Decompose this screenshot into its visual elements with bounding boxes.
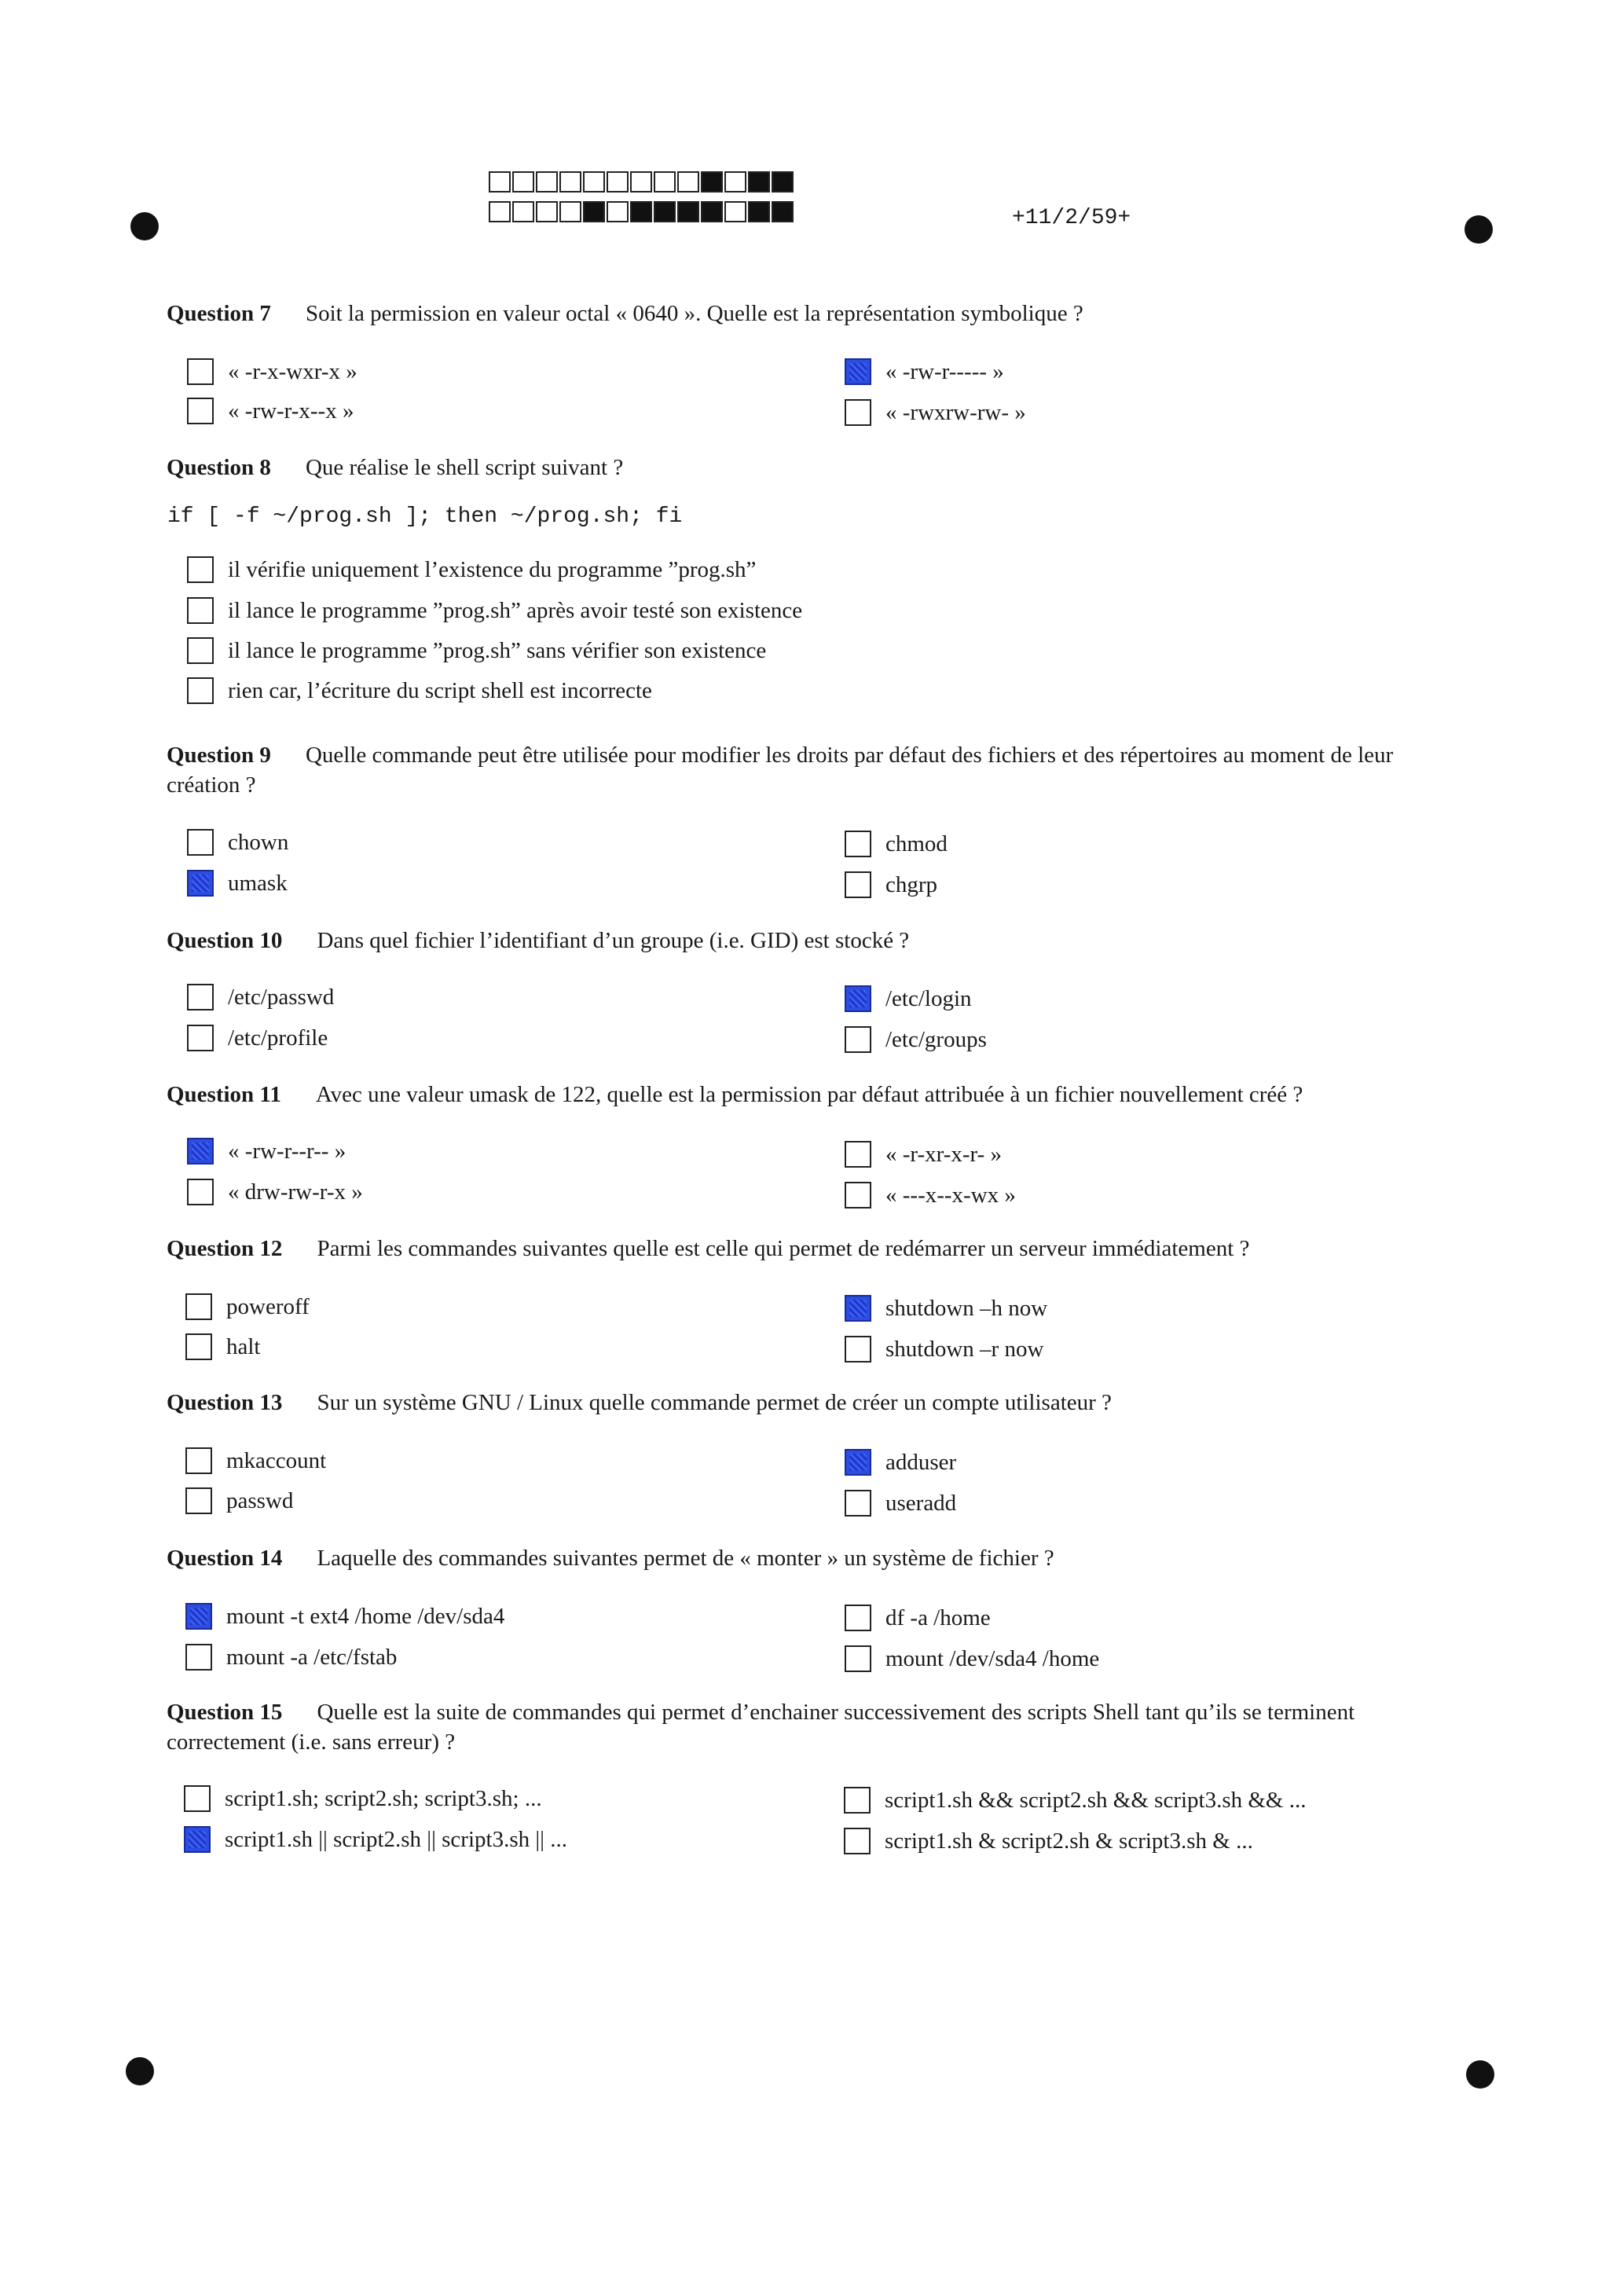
option-label: /etc/login <box>885 985 972 1011</box>
q7-option-a[interactable] <box>187 358 357 385</box>
checkbox[interactable] <box>845 1026 871 1053</box>
q14-option-c[interactable] <box>185 1644 397 1671</box>
option-label: mkaccount <box>226 1447 327 1473</box>
option-label: df -a /home <box>885 1605 991 1630</box>
q13-option-b[interactable] <box>845 1449 956 1476</box>
option-label: « -r-xr-x-r- » <box>885 1141 1003 1167</box>
option-label: script1.sh; script2.sh; script3.sh; ... <box>225 1785 542 1811</box>
question-number: Question 14 <box>167 1546 283 1571</box>
checkbox[interactable] <box>845 1605 871 1631</box>
option-label: chmod <box>885 831 948 856</box>
q10-option-b[interactable] <box>845 985 972 1012</box>
checkbox[interactable] <box>187 984 214 1010</box>
checkbox[interactable] <box>187 556 214 583</box>
question-text: Laquelle des commandes suivantes permet de « monter » un système de fichier ? <box>317 1546 1054 1571</box>
checkbox[interactable] <box>185 1644 212 1671</box>
option-label: passwd <box>226 1487 294 1513</box>
question-number: Question 10 <box>167 928 283 953</box>
question-number: Question 9 <box>167 743 271 768</box>
checkbox[interactable] <box>184 1785 211 1812</box>
q14-option-a[interactable] <box>185 1603 504 1630</box>
question-7 <box>167 299 1463 328</box>
checkbox[interactable] <box>187 1025 214 1051</box>
q9-option-c[interactable] <box>187 870 288 897</box>
checkbox-checked[interactable] <box>845 1449 871 1476</box>
page-identifier: +11/2/59+ <box>1012 206 1131 230</box>
q12-option-a[interactable] <box>185 1293 310 1320</box>
option-label: « -rwxrw-rw- » <box>885 399 1026 425</box>
barcode-top-row <box>489 171 795 193</box>
question-text: Soit la permission en valeur octal « 0640 ». Quelle est la représentation symbolique ? <box>305 301 1083 326</box>
checkbox[interactable] <box>187 597 214 624</box>
question-text: Avec une valeur umask de 122, quelle est la permission par défaut attribuée à un fichier nouvellement créé ? <box>315 1082 1303 1107</box>
option-label: /etc/passwd <box>228 984 335 1010</box>
q11-option-c[interactable] <box>187 1179 363 1205</box>
option-label: il lance le programme ”prog.sh” sans vérifier son existence <box>228 637 767 663</box>
checkbox-checked[interactable] <box>184 1826 211 1853</box>
q8-option-b[interactable] <box>187 597 802 624</box>
option-label: poweroff <box>226 1293 310 1319</box>
question-15 <box>167 1697 1463 1757</box>
option-label: « drw-rw-r-x » <box>228 1179 363 1205</box>
option-label: shutdown –r now <box>885 1336 1044 1362</box>
q10-option-a[interactable] <box>187 984 334 1010</box>
q13-option-a[interactable] <box>185 1447 326 1474</box>
question-12 <box>167 1234 1463 1264</box>
q14-option-d[interactable] <box>845 1645 1099 1672</box>
option-label: « -rw-r----- » <box>885 358 1004 384</box>
q10-option-c[interactable] <box>187 1025 328 1051</box>
q8-option-d[interactable] <box>187 677 652 704</box>
q10-option-d[interactable] <box>845 1026 987 1053</box>
q12-option-b[interactable] <box>845 1295 1047 1322</box>
registration-mark-top-right <box>1465 215 1493 244</box>
q15-option-b[interactable] <box>844 1787 1307 1814</box>
q15-option-a[interactable] <box>184 1785 542 1812</box>
option-label: « -rw-r-x--x » <box>228 398 354 424</box>
question-text: Sur un système GNU / Linux quelle commande permet de créer un compte utilisateur ? <box>317 1390 1112 1415</box>
option-label: script1.sh && script2.sh && script3.sh && ... <box>885 1787 1307 1813</box>
question-text: Quelle est la suite de commandes qui permet d’enchainer successivement des scripts Shell tant qu’ils se terminent correctement (i.e. sans erreur) ? <box>167 1700 1355 1755</box>
checkbox[interactable] <box>844 1787 871 1814</box>
option-label: mount /dev/sda4 /home <box>885 1645 1100 1671</box>
question-text: Parmi les commandes suivantes quelle est celle qui permet de redémarrer un serveur immédiatement ? <box>317 1236 1250 1261</box>
q13-option-d[interactable] <box>845 1490 956 1517</box>
checkbox[interactable] <box>187 398 214 424</box>
question-number: Question 13 <box>167 1390 283 1415</box>
option-label: « -r-x-wxr-x » <box>228 358 357 384</box>
q8-option-c[interactable] <box>187 637 766 664</box>
option-label: umask <box>228 870 288 896</box>
q7-option-d[interactable] <box>845 399 1026 426</box>
option-label: /etc/groups <box>885 1026 987 1052</box>
checkbox-checked[interactable] <box>845 985 871 1012</box>
q9-option-b[interactable] <box>845 831 948 857</box>
checkbox[interactable] <box>187 677 214 704</box>
checkbox[interactable] <box>845 1182 871 1209</box>
q8-option-a[interactable] <box>187 556 756 583</box>
option-label: /etc/profile <box>228 1025 328 1051</box>
checkbox[interactable] <box>185 1447 212 1474</box>
q11-option-b[interactable] <box>845 1141 1002 1168</box>
q12-option-c[interactable] <box>185 1333 261 1360</box>
checkbox[interactable] <box>187 637 214 664</box>
registration-mark-bottom-right <box>1466 2060 1494 2089</box>
question-number: Question 7 <box>167 301 271 326</box>
option-label: shutdown –h now <box>885 1295 1048 1321</box>
question-14 <box>167 1543 1463 1573</box>
checkbox[interactable] <box>845 1141 871 1168</box>
question-13 <box>167 1388 1463 1418</box>
option-label: useradd <box>885 1490 957 1516</box>
question-9 <box>167 740 1463 800</box>
checkbox[interactable] <box>845 831 871 857</box>
option-label: mount -a /etc/fstab <box>226 1644 398 1670</box>
checkbox[interactable] <box>187 829 214 856</box>
q15-option-c[interactable] <box>184 1826 567 1853</box>
question-number: Question 12 <box>167 1236 283 1261</box>
q12-option-d[interactable] <box>845 1336 1043 1363</box>
question-number: Question 8 <box>167 455 271 480</box>
checkbox[interactable] <box>185 1333 212 1360</box>
option-label: rien car, l’écriture du script shell est incorrecte <box>228 677 652 703</box>
shell-script-code: if [ -f ~/prog.sh ]; then ~/prog.sh; fi <box>167 504 683 529</box>
option-label: chgrp <box>885 871 938 897</box>
question-10 <box>167 926 1463 955</box>
option-label: script1.sh || script2.sh || script3.sh || ... <box>225 1826 567 1852</box>
question-text: Dans quel fichier l’identifiant d’un groupe (i.e. GID) est stocké ? <box>317 928 910 953</box>
question-text: Quelle commande peut être utilisée pour modifier les droits par défaut des fichiers et des répertoires au moment de leur création ? <box>167 743 1394 798</box>
checkbox[interactable] <box>845 871 871 898</box>
checkbox-checked[interactable] <box>187 870 214 897</box>
checkbox[interactable] <box>845 1645 871 1672</box>
option-label: adduser <box>885 1449 957 1475</box>
option-label: il vérifie uniquement l’existence du programme ”prog.sh” <box>228 556 757 582</box>
q7-option-c[interactable] <box>187 398 354 424</box>
checkbox[interactable] <box>185 1487 212 1514</box>
question-8 <box>167 453 1463 482</box>
q13-option-c[interactable] <box>185 1487 293 1514</box>
checkbox[interactable] <box>845 1490 871 1517</box>
q11-option-d[interactable] <box>845 1182 1016 1209</box>
question-text: Que réalise le shell script suivant ? <box>305 455 624 480</box>
checkbox[interactable] <box>187 358 214 385</box>
checkbox[interactable] <box>845 1336 871 1363</box>
option-label: « ---x--x-wx » <box>885 1182 1016 1208</box>
option-label: halt <box>226 1333 261 1359</box>
checkbox[interactable] <box>845 399 871 426</box>
q9-option-a[interactable] <box>187 829 288 856</box>
option-label: chown <box>228 829 289 855</box>
checkbox[interactable] <box>187 1179 214 1205</box>
registration-mark-bottom-left <box>126 2057 154 2085</box>
question-number: Question 11 <box>167 1082 281 1107</box>
option-label: script1.sh & script2.sh & script3.sh & ... <box>885 1828 1253 1854</box>
checkbox-checked[interactable] <box>185 1603 212 1630</box>
option-label: il lance le programme ”prog.sh” après avoir testé son existence <box>228 597 803 623</box>
checkbox-checked[interactable] <box>845 358 871 385</box>
option-label: « -rw-r--r-- » <box>228 1138 346 1164</box>
checkbox[interactable] <box>185 1293 212 1320</box>
registration-mark-top-left <box>130 212 159 240</box>
checkbox[interactable] <box>844 1828 871 1854</box>
question-11 <box>167 1080 1463 1109</box>
q11-option-a[interactable] <box>187 1138 346 1165</box>
q7-option-b[interactable] <box>845 358 1004 385</box>
checkbox-checked[interactable] <box>187 1138 214 1165</box>
barcode-bottom-row <box>489 201 795 222</box>
question-number: Question 15 <box>167 1700 283 1725</box>
option-label: mount -t ext4 /home /dev/sda4 <box>226 1603 505 1629</box>
q9-option-d[interactable] <box>845 871 937 898</box>
q15-option-d[interactable] <box>844 1828 1253 1854</box>
checkbox-checked[interactable] <box>845 1295 871 1322</box>
q14-option-b[interactable] <box>845 1605 991 1631</box>
